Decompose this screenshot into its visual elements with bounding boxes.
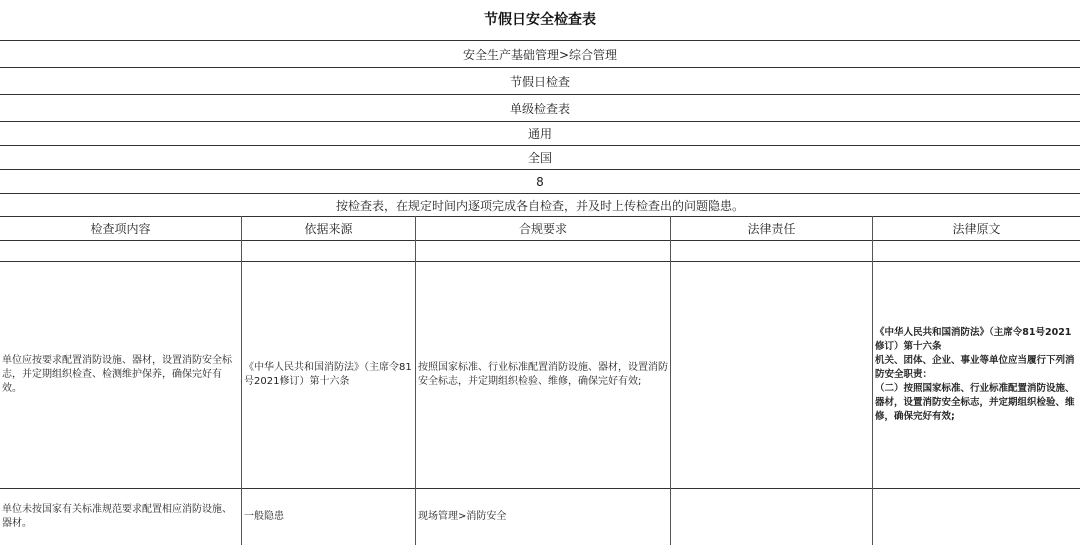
table-row <box>2 489 238 545</box>
row-content: 单位未按国家有关标准规范要求配置相应消防设施、器材。 <box>2 504 232 529</box>
table-row-original-text <box>875 262 1078 488</box>
page-title: 节假日安全检查表 <box>484 12 596 28</box>
column-divider <box>670 216 671 545</box>
column-header-original-text: 法律原文 <box>952 221 1001 236</box>
info-scope: 通用 <box>527 127 552 141</box>
row-requirement: 现场管理>消防安全 <box>418 511 507 522</box>
table-row-original-text <box>875 489 1078 545</box>
column-divider <box>241 216 242 545</box>
info-category: 安全生产基础管理>综合管理 <box>462 47 618 62</box>
table-row-requirement <box>418 489 668 545</box>
column-divider <box>872 216 873 545</box>
info-count: 8 <box>536 174 544 189</box>
column-header-content: 检查项内容 <box>90 221 151 236</box>
table-row-liability <box>673 489 869 545</box>
table-row <box>2 262 238 488</box>
divider <box>0 240 1080 241</box>
table-row-liability <box>673 262 869 488</box>
column-header-requirement: 合规要求 <box>518 221 567 236</box>
column-header-source: 依据来源 <box>304 221 353 236</box>
table-row-source <box>244 262 412 488</box>
row-requirement: 按照国家标准、行业标准配置消防设施、器材，设置消防安全标志，并定期组织检验、维修，确保完好有效; <box>418 362 668 387</box>
column-divider <box>415 216 416 545</box>
table-row-source <box>244 489 412 545</box>
info-instruction: 按检查表，在规定时间内逐项完成各自检查，并及时上传检查出的问题隐患。 <box>335 198 744 213</box>
row-original-text: 《中华人民共和国消防法》（主席令81号2021修订）第十六条 机关、团体、企业、事业等单位应当履行下列消防安全职责： （二）按照国家标准、行业标准配置消防设施、器材，设置消防安全标志，并定期组织检验、维修，确保完好有效; <box>875 327 1075 422</box>
info-table-level: 单级检查表 <box>509 101 570 116</box>
info-check-type: 节假日检查 <box>509 74 570 89</box>
column-header-liability: 法律责任 <box>747 221 796 236</box>
row-content: 单位应按要求配置消防设施、器材，设置消防安全标志，并定期组织检查、检测维护保养，确保完好有效。 <box>2 355 232 394</box>
info-region: 全国 <box>527 151 552 165</box>
table-row-requirement <box>418 262 668 488</box>
row-source: 一般隐患 <box>244 511 284 522</box>
row-source: 《中华人民共和国消防法》（主席令81号2021修订）第十六条 <box>244 362 412 387</box>
